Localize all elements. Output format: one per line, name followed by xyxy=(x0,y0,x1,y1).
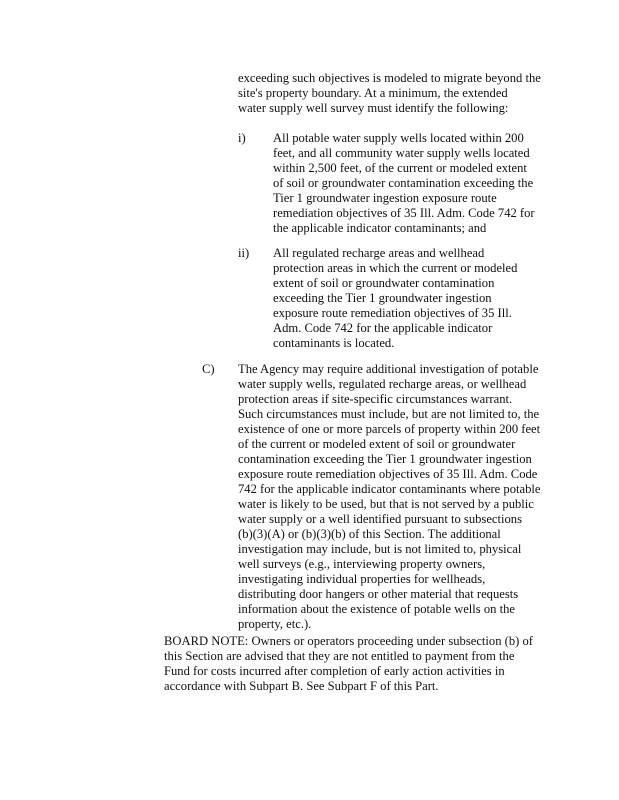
item-C-line: water is likely to be used, but that is not served by a public xyxy=(238,497,534,511)
intro-line: exceeding such objectives is modeled to migrate beyond the xyxy=(238,71,541,85)
item-i-line: the applicable indicator contaminants; and xyxy=(273,221,487,235)
item-C-line: information about the existence of potable wells on the xyxy=(238,602,515,616)
item-C-line: exposure route remediation objectives of 35 Ill. Adm. Code xyxy=(238,467,538,481)
item-C-line: (b)(3)(A) or (b)(3)(b) of this Section. The additional xyxy=(238,527,501,541)
item-i-line: of soil or groundwater contamination exceeding the xyxy=(273,176,534,190)
intro-line: site's property boundary. At a minimum, the extended xyxy=(238,86,508,100)
item-i-line: feet, and all community water supply wells located xyxy=(273,146,530,160)
board-note-line: BOARD NOTE: Owners or operators proceeding under subsection (b) of xyxy=(164,634,533,648)
item-i-line: Tier 1 groundwater ingestion exposure route xyxy=(273,191,497,205)
item-i-line: All potable water supply wells located within 200 xyxy=(273,131,524,145)
intro-line: water supply well survey must identify the following: xyxy=(238,101,509,115)
item-ii-line: extent of soil or groundwater contamination xyxy=(273,276,495,290)
item-C-line: The Agency may require additional investigation of potable xyxy=(238,362,539,376)
item-ii-label: ii) xyxy=(238,246,250,260)
item-C-line: Such circumstances must include, but are not limited to, the xyxy=(238,407,540,421)
board-note-line: this Section are advised that they are not entitled to payment from the xyxy=(164,649,515,663)
item-C-line: 742 for the applicable indicator contaminants where potable xyxy=(238,482,541,496)
item-ii-line: contaminants is located. xyxy=(273,336,395,350)
item-C-line: distributing door hangers or other material that requests xyxy=(238,587,519,601)
item-ii-line: protection areas in which the current or modeled xyxy=(273,261,518,275)
item-ii-line: Adm. Code 742 for the applicable indicator xyxy=(273,321,493,335)
item-C-line: well surveys (e.g., interviewing property owners, xyxy=(238,557,486,571)
item-C-line: existence of one or more parcels of property within 200 feet xyxy=(238,422,541,436)
item-C-line: contamination exceeding the Tier 1 groundwater ingestion xyxy=(238,452,532,466)
item-C-line: of the current or modeled extent of soil or groundwater xyxy=(238,437,516,451)
item-C-line: water supply or a well identified pursuant to subsections xyxy=(238,512,522,526)
item-C-label: C) xyxy=(202,362,215,376)
item-i-line: remediation objectives of 35 Ill. Adm. Code 742 for xyxy=(273,206,535,220)
item-i-line: within 2,500 feet, of the current or modeled extent xyxy=(273,161,527,175)
board-note-line: accordance with Subpart B. See Subpart F of this Part. xyxy=(164,679,439,693)
item-ii-line: exposure route remediation objectives of 35 Ill. xyxy=(273,306,512,320)
item-C-line: investigation may include, but is not limited to, physical xyxy=(238,542,522,556)
item-ii-line: All regulated recharge areas and wellhead xyxy=(273,246,485,260)
board-note-line: Fund for costs incurred after completion of early action activities in xyxy=(164,664,505,678)
item-C-line: investigating individual properties for wellheads, xyxy=(238,572,486,586)
item-i-label: i) xyxy=(238,131,246,145)
item-ii-line: exceeding the Tier 1 groundwater ingestion xyxy=(273,291,492,305)
item-C-line: property, etc.). xyxy=(238,617,312,631)
item-C-line: protection areas if site-specific circumstances warrant. xyxy=(238,392,513,406)
item-C-line: water supply wells, regulated recharge areas, or wellhead xyxy=(238,377,527,391)
